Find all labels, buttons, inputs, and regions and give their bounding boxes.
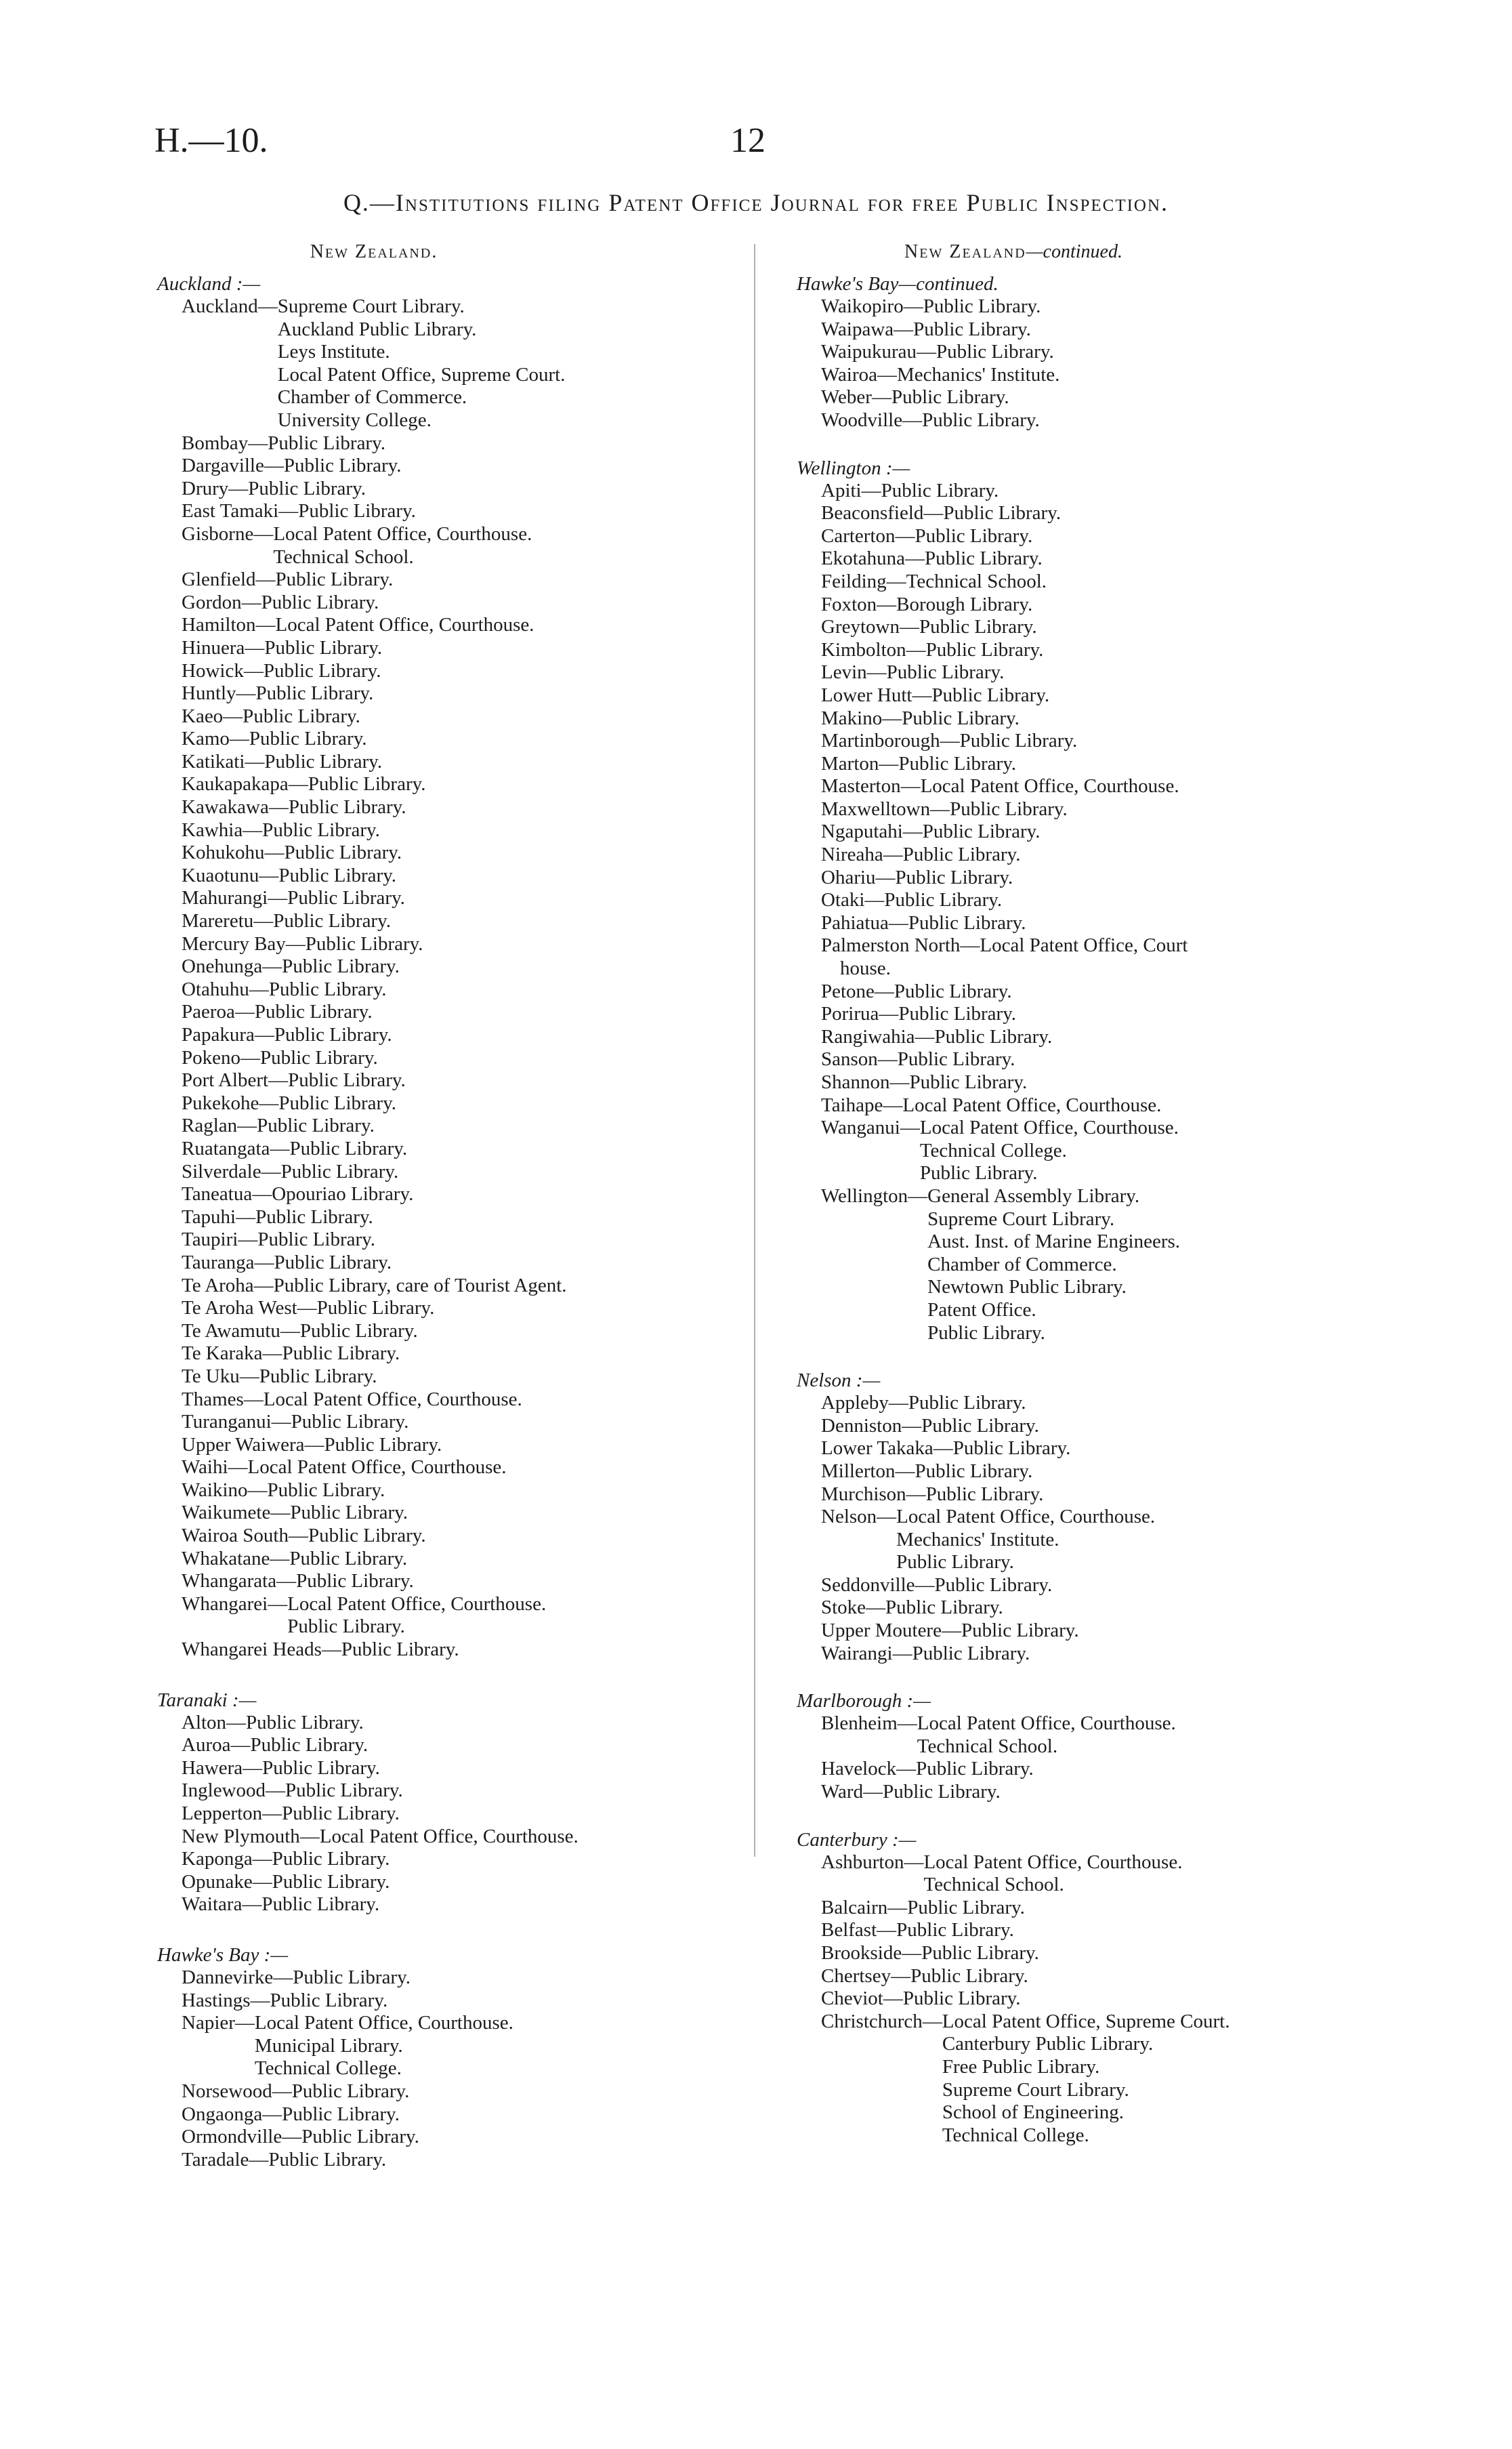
list-item: Makino—Public Library. bbox=[821, 707, 1020, 729]
region-4 bbox=[797, 1828, 1379, 2147]
list-item: Levin—Public Library. bbox=[821, 661, 1005, 684]
list-item: Waitara—Public Library. bbox=[182, 1893, 380, 1916]
list-item: Waihi—Local Patent Office, Courthouse. bbox=[182, 1456, 507, 1479]
list-item-continuation: Chamber of Commerce. bbox=[277, 386, 467, 409]
list-item: Kaponga—Public Library. bbox=[182, 1848, 390, 1870]
list-item: Howick—Public Library. bbox=[182, 659, 381, 682]
region-name: Nelson :— bbox=[797, 1370, 881, 1392]
list-item: Nelson—Local Patent Office, Courthouse. bbox=[821, 1506, 1156, 1528]
list-item: Kohukohu—Public Library. bbox=[182, 842, 402, 864]
list-item-continuation: Chamber of Commerce. bbox=[927, 1253, 1117, 1275]
list-item-continuation: Public Library. bbox=[896, 1551, 1014, 1573]
list-item: Taupiri—Public Library. bbox=[182, 1229, 376, 1251]
list-item: Kawakawa—Public Library. bbox=[182, 796, 406, 819]
list-item: Waikino—Public Library. bbox=[182, 1479, 385, 1501]
region-3 bbox=[797, 1689, 1379, 1803]
list-item: Wairoa South—Public Library. bbox=[182, 1525, 426, 1547]
region-name: Wellington :— bbox=[797, 457, 910, 479]
region-1 bbox=[797, 457, 1379, 1345]
list-item: Masterton—Local Patent Office, Courthouse. bbox=[821, 775, 1179, 798]
page-reference: H.—10. bbox=[154, 121, 268, 160]
list-item: Whangarei—Local Patent Office, Courthouse. bbox=[182, 1592, 547, 1615]
list-item: Turanganui—Public Library. bbox=[182, 1411, 409, 1433]
region-name: Taranaki :— bbox=[157, 1689, 257, 1711]
list-item: Kawhia—Public Library. bbox=[182, 819, 380, 841]
list-item: Murchison—Public Library. bbox=[821, 1483, 1044, 1505]
list-item: Kuaotunu—Public Library. bbox=[182, 864, 397, 886]
list-item: Opunake—Public Library. bbox=[182, 1870, 390, 1893]
list-item: Waikumete—Public Library. bbox=[182, 1502, 408, 1524]
list-item-continuation: Mechanics' Institute. bbox=[896, 1528, 1059, 1550]
list-item: Wairangi—Public Library. bbox=[821, 1642, 1030, 1664]
list-item: Inglewood—Public Library. bbox=[182, 1779, 403, 1802]
list-item-continuation: Canterbury Public Library. bbox=[942, 2033, 1154, 2055]
list-item: Te Aroha West—Public Library. bbox=[182, 1297, 435, 1319]
list-item: Ruatangata—Public Library. bbox=[182, 1137, 408, 1159]
left-regions bbox=[157, 272, 740, 2171]
list-item-continuation: Auckland Public Library. bbox=[277, 318, 477, 340]
region-name: Hawke's Bay—continued. bbox=[797, 273, 999, 295]
list-item: Cheviot—Public Library. bbox=[821, 1988, 1021, 2010]
list-item: Dannevirke—Public Library. bbox=[182, 1966, 411, 1988]
list-item: Auckland—Supreme Court Library. bbox=[182, 295, 465, 317]
left-column-heading: New Zealand. bbox=[310, 241, 438, 262]
region-2 bbox=[797, 1369, 1379, 1665]
list-item: Thames—Local Patent Office, Courthouse. bbox=[182, 1388, 522, 1410]
list-item: Maxwelltown—Public Library. bbox=[821, 798, 1068, 820]
list-item-continuation: Technical College. bbox=[942, 2124, 1089, 2146]
list-item: Seddonville—Public Library. bbox=[821, 1573, 1053, 1596]
list-item: Papakura—Public Library. bbox=[182, 1024, 392, 1046]
column-divider bbox=[754, 244, 755, 1857]
list-item: Drury—Public Library. bbox=[182, 477, 366, 499]
list-item: Taihape—Local Patent Office, Courthouse. bbox=[821, 1094, 1162, 1116]
list-item: Te Uku—Public Library. bbox=[182, 1365, 377, 1387]
right-heading-suffix: —continued. bbox=[1026, 241, 1122, 262]
list-item: Greytown—Public Library. bbox=[821, 616, 1037, 638]
list-item: Stoke—Public Library. bbox=[821, 1597, 1003, 1619]
list-item: Lower Takaka—Public Library. bbox=[821, 1437, 1071, 1460]
right-column bbox=[797, 241, 1379, 2147]
list-item: Mercury Bay—Public Library. bbox=[182, 932, 423, 955]
list-item: Ongaonga—Public Library. bbox=[182, 2103, 400, 2125]
list-item-continuation: Local Patent Office, Supreme Court. bbox=[277, 363, 566, 386]
list-item-continuation: Technical School. bbox=[917, 1735, 1058, 1757]
list-item: Kamo—Public Library. bbox=[182, 728, 367, 750]
list-item: Millerton—Public Library. bbox=[821, 1460, 1033, 1482]
list-item: Napier—Local Patent Office, Courthouse. bbox=[182, 2012, 513, 2034]
list-item-continuation: Free Public Library. bbox=[942, 2055, 1100, 2078]
page-title: Q.—Institutions filing Patent Office Journal for free Public Inspection. bbox=[343, 189, 1169, 216]
region-name: Hawke's Bay :— bbox=[157, 1943, 289, 1966]
list-item: Denniston—Public Library. bbox=[821, 1414, 1039, 1437]
region-0 bbox=[157, 272, 740, 1662]
region-name: Canterbury :— bbox=[797, 1828, 917, 1851]
list-item: Whangarei Heads—Public Library. bbox=[182, 1639, 459, 1661]
list-item: Hamilton—Local Patent Office, Courthouse. bbox=[182, 614, 534, 636]
list-item: Kaukapakapa—Public Library. bbox=[182, 773, 426, 796]
list-item: Taradale—Public Library. bbox=[182, 2148, 387, 2170]
list-item: Bombay—Public Library. bbox=[182, 432, 385, 454]
list-item: Chertsey—Public Library. bbox=[821, 1964, 1028, 1987]
list-item: Otahuhu—Public Library. bbox=[182, 978, 387, 1000]
list-item: Havelock—Public Library. bbox=[821, 1758, 1034, 1780]
list-item: Wellington—General Assembly Library. bbox=[821, 1185, 1140, 1207]
list-item: Whangarata—Public Library. bbox=[182, 1570, 414, 1592]
list-item: Te Aroha—Public Library, care of Tourist Agent. bbox=[182, 1274, 567, 1296]
list-item-continuation: Technical College. bbox=[254, 2057, 402, 2080]
list-item: Brookside—Public Library. bbox=[821, 1942, 1039, 1964]
list-item: Otaki—Public Library. bbox=[821, 889, 1003, 911]
list-item: Lower Hutt—Public Library. bbox=[821, 684, 1050, 706]
list-item: Ormondville—Public Library. bbox=[182, 2126, 419, 2148]
list-item-continuation: Leys Institute. bbox=[277, 341, 390, 363]
list-item: Hinuera—Public Library. bbox=[182, 636, 383, 659]
list-item: Mareretu—Public Library. bbox=[182, 910, 391, 932]
list-item: New Plymouth—Local Patent Office, Courthouse. bbox=[182, 1825, 579, 1847]
list-item: Ashburton—Local Patent Office, Courthouse. bbox=[821, 1851, 1183, 1873]
list-item: Huntly—Public Library. bbox=[182, 682, 374, 705]
list-item: Tauranga—Public Library. bbox=[182, 1251, 392, 1273]
list-item: Wanganui—Local Patent Office, Courthouse. bbox=[821, 1117, 1179, 1139]
list-item: Ohariu—Public Library. bbox=[821, 866, 1013, 888]
region-0 bbox=[797, 272, 1379, 432]
list-item: Marton—Public Library. bbox=[821, 752, 1017, 775]
list-item: Upper Waiwera—Public Library. bbox=[182, 1433, 442, 1456]
list-item-continuation: Public Library. bbox=[927, 1321, 1045, 1344]
list-item: Waikopiro—Public Library. bbox=[821, 295, 1041, 317]
page-number: 12 bbox=[730, 121, 765, 160]
list-item: Onehunga—Public Library. bbox=[182, 955, 400, 978]
list-item: Pahiatua—Public Library. bbox=[821, 911, 1026, 934]
list-item: Carterton—Public Library. bbox=[821, 524, 1033, 547]
list-item: Wairoa—Mechanics' Institute. bbox=[821, 363, 1060, 386]
list-item: Blenheim—Local Patent Office, Courthouse. bbox=[821, 1712, 1176, 1735]
list-item-continuation: Aust. Inst. of Marine Engineers. bbox=[927, 1231, 1181, 1253]
list-item: Silverdale—Public Library. bbox=[182, 1160, 399, 1182]
list-item: Port Albert—Public Library. bbox=[182, 1069, 406, 1092]
list-item-continuation: University College. bbox=[277, 409, 432, 431]
list-item: Balcairn—Public Library. bbox=[821, 1896, 1025, 1918]
list-item: East Tamaki—Public Library. bbox=[182, 500, 416, 522]
list-item: Feilding—Technical School. bbox=[821, 570, 1047, 592]
list-item: Te Karaka—Public Library. bbox=[182, 1342, 400, 1365]
region-name: Marlborough :— bbox=[797, 1690, 931, 1712]
list-item: Glenfield—Public Library. bbox=[182, 569, 394, 591]
list-item: Pokeno—Public Library. bbox=[182, 1046, 378, 1069]
list-item: Palmerston North—Local Patent Office, Court bbox=[821, 934, 1188, 957]
list-item-continuation: Technical College. bbox=[919, 1139, 1067, 1161]
list-item: Kaeo—Public Library. bbox=[182, 705, 360, 727]
list-item: Rangiwahia—Public Library. bbox=[821, 1025, 1053, 1048]
list-item-continuation: Supreme Court Library. bbox=[942, 2078, 1129, 2101]
list-item: Waipawa—Public Library. bbox=[821, 318, 1031, 340]
list-item: Ngaputahi—Public Library. bbox=[821, 821, 1041, 843]
list-item: Mahurangi—Public Library. bbox=[182, 887, 405, 909]
list-item: Apiti—Public Library. bbox=[821, 479, 999, 501]
list-item-continuation: Patent Office. bbox=[927, 1298, 1036, 1321]
region-name: Auckland :— bbox=[157, 273, 261, 295]
list-item-continuation: Public Library. bbox=[287, 1615, 405, 1638]
list-item: Whakatane—Public Library. bbox=[182, 1547, 408, 1569]
list-item: Gordon—Public Library. bbox=[182, 591, 379, 613]
list-item: Hawera—Public Library. bbox=[182, 1756, 380, 1779]
list-item: Raglan—Public Library. bbox=[182, 1115, 375, 1137]
list-item: Paeroa—Public Library. bbox=[182, 1001, 373, 1023]
list-item: Hastings—Public Library. bbox=[182, 1989, 388, 2011]
list-item-continuation: Public Library. bbox=[919, 1162, 1038, 1185]
list-item: Dargaville—Public Library. bbox=[182, 455, 402, 477]
right-heading-main: New Zealand bbox=[904, 241, 1026, 262]
region-2 bbox=[157, 1943, 740, 2171]
list-item: Sanson—Public Library. bbox=[821, 1048, 1015, 1071]
list-item: Lepperton—Public Library. bbox=[182, 1803, 400, 1824]
list-item: Foxton—Borough Library. bbox=[821, 593, 1033, 615]
list-item: Beaconsfield—Public Library. bbox=[821, 502, 1062, 524]
list-item: Waipukurau—Public Library. bbox=[821, 341, 1054, 363]
left-column bbox=[157, 241, 740, 2171]
list-item: Woodville—Public Library. bbox=[821, 409, 1040, 431]
list-item: Pukekohe—Public Library. bbox=[182, 1092, 397, 1114]
list-item-continuation: house. bbox=[840, 958, 891, 980]
list-item: Belfast—Public Library. bbox=[821, 1919, 1014, 1941]
list-item: Appleby—Public Library. bbox=[821, 1392, 1026, 1414]
list-item: Tapuhi—Public Library. bbox=[182, 1206, 373, 1228]
region-1 bbox=[157, 1689, 740, 1916]
list-item: Nireaha—Public Library. bbox=[821, 844, 1021, 866]
list-item: Katikati—Public Library. bbox=[182, 750, 383, 773]
list-item: Martinborough—Public Library. bbox=[821, 730, 1078, 752]
list-item: Alton—Public Library. bbox=[182, 1711, 364, 1733]
right-column-heading bbox=[797, 241, 1230, 263]
list-item: Shannon—Public Library. bbox=[821, 1071, 1028, 1093]
list-item: Kimbolton—Public Library. bbox=[821, 638, 1044, 661]
list-item: Weber—Public Library. bbox=[821, 386, 1009, 409]
list-item: Norsewood—Public Library. bbox=[182, 2080, 410, 2102]
list-item: Te Awamutu—Public Library. bbox=[182, 1319, 418, 1342]
list-item-continuation: School of Engineering. bbox=[942, 2101, 1125, 2124]
list-item: Christchurch—Local Patent Office, Supreme Court. bbox=[821, 2010, 1230, 2032]
list-item: Petone—Public Library. bbox=[821, 980, 1012, 1002]
right-regions bbox=[797, 272, 1379, 2147]
list-item: Ward—Public Library. bbox=[821, 1781, 1001, 1803]
list-item-continuation: Supreme Court Library. bbox=[927, 1208, 1115, 1230]
list-item: Taneatua—Opouriao Library. bbox=[182, 1183, 414, 1206]
list-item-continuation: Technical School. bbox=[273, 546, 414, 568]
list-item: Porirua—Public Library. bbox=[821, 1003, 1017, 1025]
list-item-continuation: Technical School. bbox=[923, 1874, 1064, 1896]
list-item: Ekotahuna—Public Library. bbox=[821, 548, 1043, 570]
list-item: Upper Moutere—Public Library. bbox=[821, 1620, 1079, 1642]
list-item: Auroa—Public Library. bbox=[182, 1734, 369, 1756]
list-item-continuation: Municipal Library. bbox=[254, 2034, 403, 2057]
list-item: Gisborne—Local Patent Office, Courthouse. bbox=[182, 522, 532, 545]
list-item-continuation: Newtown Public Library. bbox=[927, 1276, 1127, 1298]
